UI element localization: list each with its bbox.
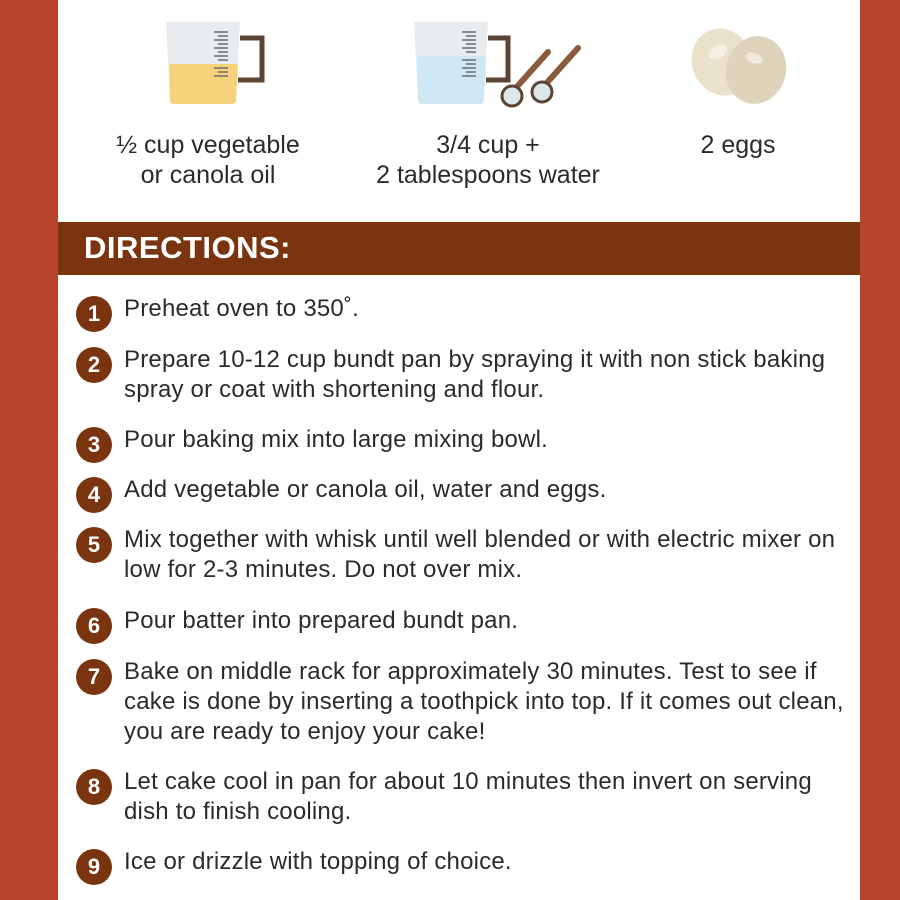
- ingredient-water-line2: 2 tablespoons water: [376, 161, 600, 189]
- step-text: Bake on middle rack for approximately 30 minutes. Test to see if cake is done by inserting a toothpick into top. If it comes out clean, you are ready to enjoy your cake!: [124, 658, 844, 745]
- ingredient-oil-line2: or canola oil: [140, 161, 276, 189]
- step-number-badge: 5: [76, 527, 112, 563]
- step-text: Pour batter into prepared bundt pan.: [124, 607, 519, 634]
- directions-title: DIRECTIONS:: [84, 230, 291, 265]
- step-number-badge: 2: [76, 347, 112, 383]
- step-number-badge: 4: [76, 477, 112, 513]
- ingredient-eggs-line1: 2 eggs: [700, 131, 776, 159]
- step-text: Let cake cool in pan for about 10 minutes then invert on serving dish to finish cooling.: [124, 768, 812, 825]
- ingredient-oil-line1: ½ cup vegetable: [116, 131, 300, 159]
- recipe-card: [58, 0, 860, 900]
- ingredient-eggs-label: [638, 130, 838, 160]
- step-number-badge: 1: [76, 296, 112, 332]
- directions-header: [58, 222, 860, 275]
- step-number-badge: 6: [76, 608, 112, 644]
- step-number-badge: 7: [76, 659, 112, 695]
- step-text: Pour baking mix into large mixing bowl.: [124, 426, 548, 453]
- ingredient-oil-label: [58, 130, 358, 190]
- step-number-badge: 8: [76, 769, 112, 805]
- step-text: Prepare 10-12 cup bundt pan by spraying it with non stick baking spray or coat with shortening and flour.: [124, 346, 826, 403]
- step-number-badge: 3: [76, 427, 112, 463]
- step-text: Add vegetable or canola oil, water and eggs.: [124, 476, 607, 503]
- ingredients-section: [58, 0, 860, 220]
- step-text: Ice or drizzle with topping of choice.: [124, 848, 512, 875]
- oil-measuring-cup-icon: [158, 16, 268, 106]
- ingredient-water-line1: 3/4 cup +: [436, 131, 540, 159]
- step-text: Mix together with whisk until well blended or with electric mixer on low for 2-3 minutes. Do not over mix.: [124, 526, 836, 583]
- step-text: Preheat oven to 350˚.: [124, 295, 360, 322]
- water-measuring-cup-and-spoons-icon: [406, 16, 596, 116]
- step-number-badge: 9: [76, 849, 112, 885]
- ingredient-water-label: [348, 130, 628, 190]
- eggs-icon: [684, 18, 794, 108]
